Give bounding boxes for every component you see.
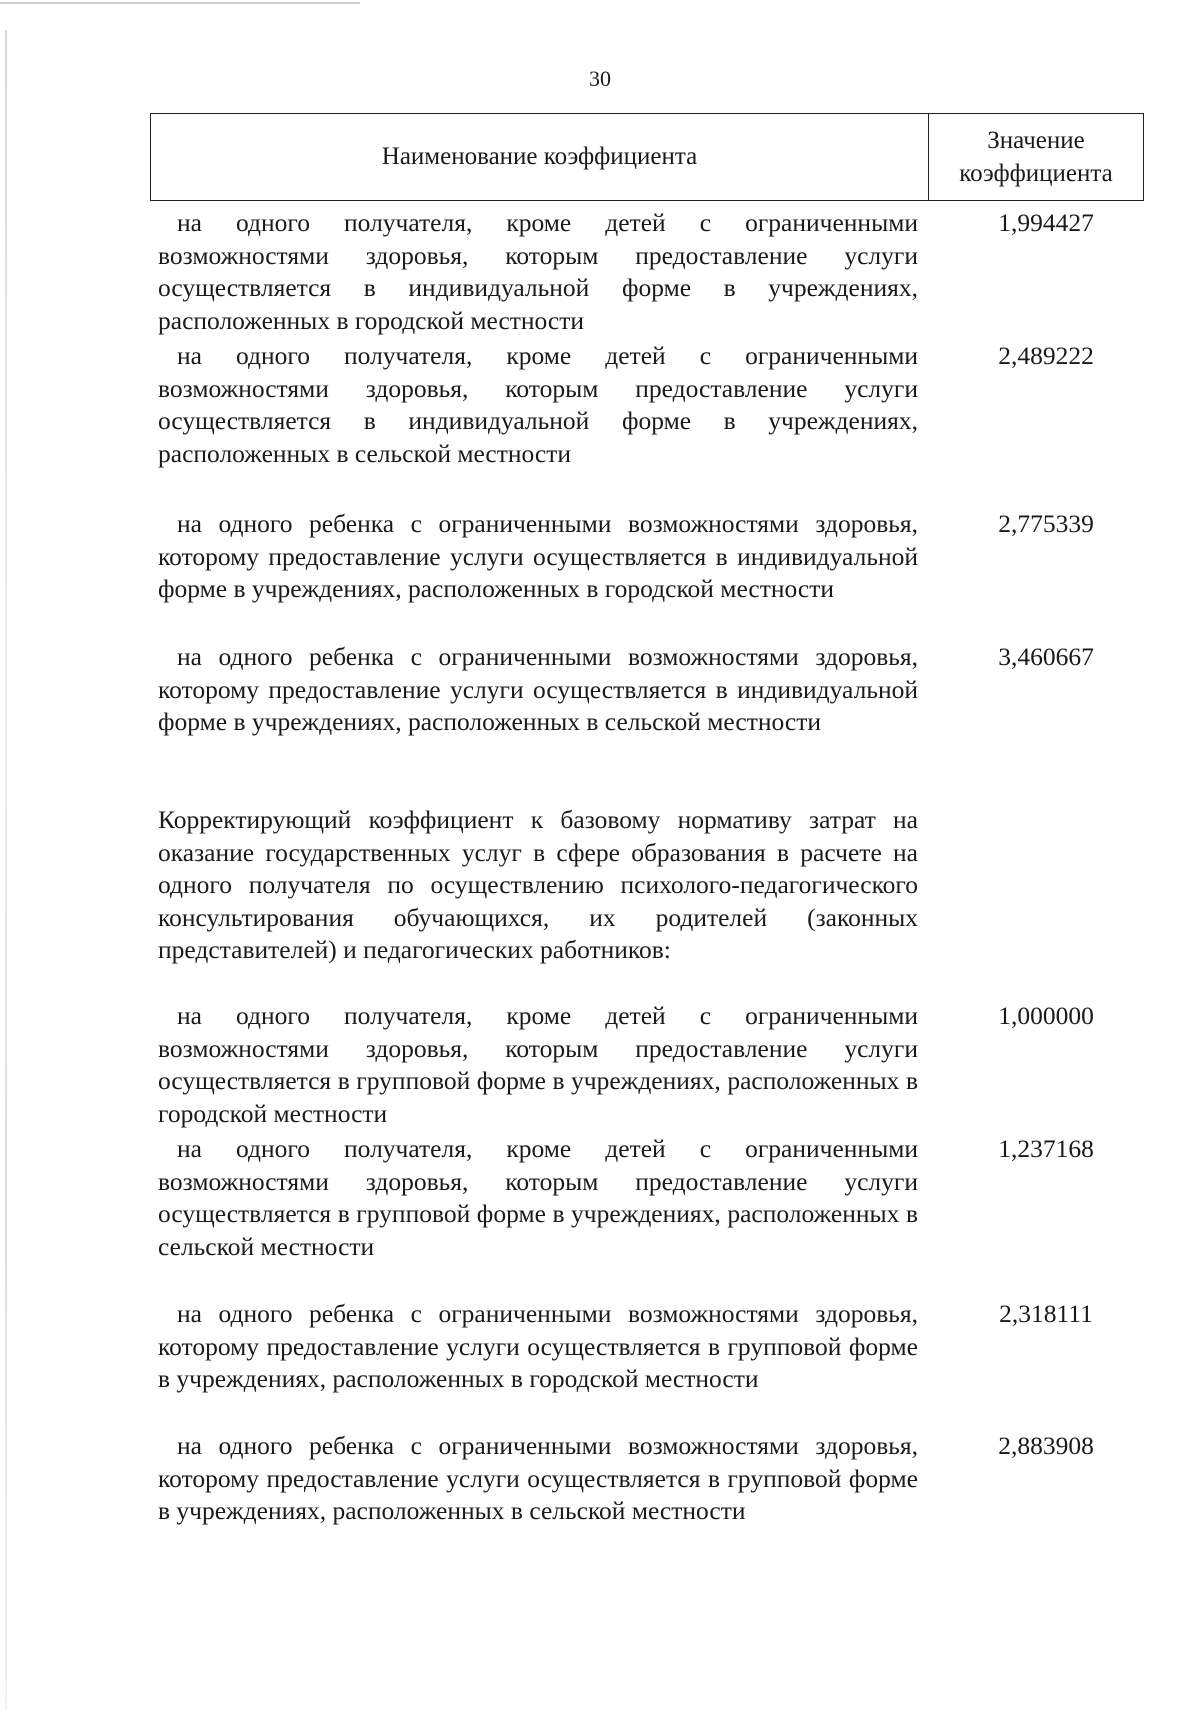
row-value: 2,775339: [998, 509, 1094, 538]
row-text: на одного ребенка с ограниченными возможностями здоровья, которому предоставление услуги осуществляется в индивидуальной форме в учреждениях, расположенных в сельской местности: [158, 642, 918, 736]
row-text: на одного ребенка с ограниченными возможностями здоровья, которому предоставление услуги осуществляется в групповой форме в учреждениях, расположенных в сельской местности: [158, 1431, 918, 1525]
scan-edge-left: [5, 30, 7, 1710]
page-number: 30: [589, 66, 611, 91]
row-text: на одного ребенка с ограниченными возможностями здоровья, которому предоставление услуги осуществляется в индивидуальной форме в учреждениях, расположенных в городской местности: [158, 509, 918, 603]
section-heading: Корректирующий коэффициент к базовому нормативу затрат на оказание государственных услуг в сфере образования в расчете на одного получателя по осуществлению психолого-педагогического консультирования обучающихся, их родителей (законных представителей) и педагогических работников:: [158, 805, 918, 964]
row-value: 2,318111: [999, 1299, 1093, 1328]
row-value: 2,883908: [998, 1431, 1094, 1460]
header-value-column: [929, 114, 1143, 200]
row-text: на одного ребенка с ограниченными возможностями здоровья, которому предоставление услуги осуществляется в групповой форме в учреждениях, расположенных в городской местности: [158, 1299, 918, 1393]
row-text: на одного получателя, кроме детей с ограниченными возможностями здоровья, которым предоставление услуги осуществляется в групповой форме в учреждениях, расположенных в сельской местности: [158, 1134, 918, 1261]
header-value-line1: Значение: [987, 127, 1085, 154]
row-value: 1,994427: [998, 208, 1094, 237]
header-name-column: Наименование коэффициента: [151, 114, 929, 200]
row-value: 2,489222: [998, 341, 1094, 370]
header-value-line2: коэффициента: [959, 160, 1113, 187]
row-value: 1,237168: [998, 1134, 1094, 1163]
table-header: [150, 113, 1144, 201]
row-text: на одного получателя, кроме детей с ограниченными возможностями здоровья, которым предоставление услуги осуществляется в индивидуальной форме в учреждениях, расположенных в сельской местности: [158, 341, 918, 468]
row-text: на одного получателя, кроме детей с ограниченными возможностями здоровья, которым предоставление услуги осуществляется в групповой форме в учреждениях, расположенных в городской местности: [158, 1001, 918, 1128]
row-text: на одного получателя, кроме детей с ограниченными возможностями здоровья, которым предоставление услуги осуществляется в индивидуальной форме в учреждениях, расположенных в городской местности: [158, 208, 918, 335]
row-value: 1,000000: [998, 1001, 1094, 1030]
row-value: 3,460667: [998, 642, 1094, 671]
scan-edge-top: [0, 2, 360, 4]
